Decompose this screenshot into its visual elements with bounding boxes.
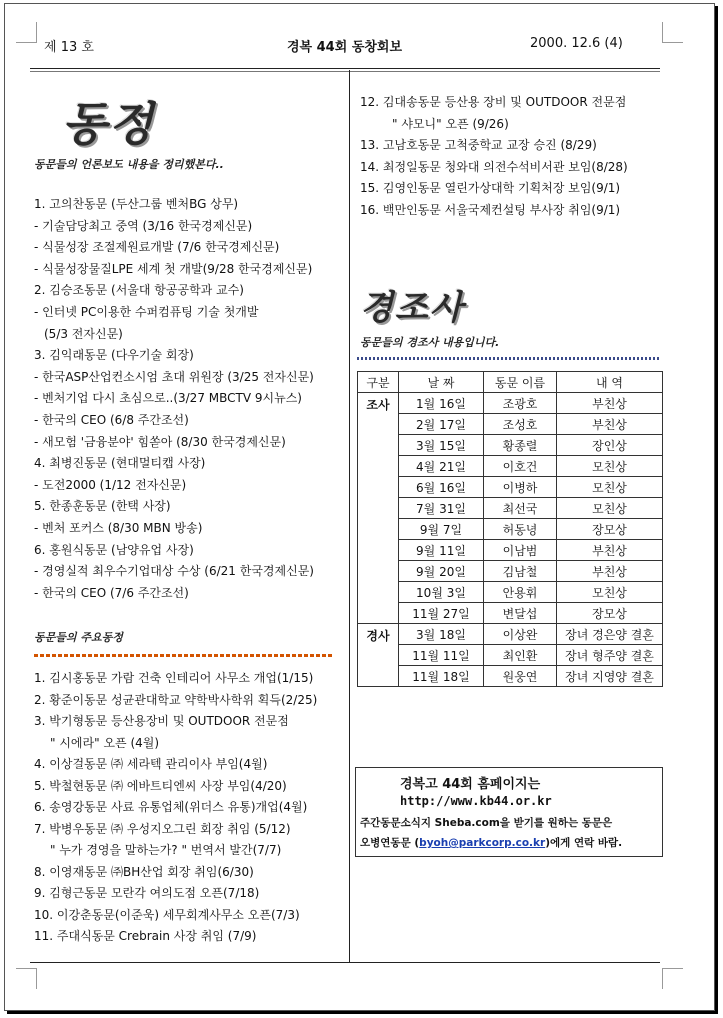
list-item: 16. 백만인동문 서울국제컨설팅 부사장 취임(9/1) — [360, 202, 621, 217]
date-cell: 10월 3일 — [399, 582, 484, 603]
date-cell: 9월 20일 — [399, 561, 484, 582]
crop-mark-top-right — [662, 22, 683, 43]
table-row — [358, 603, 663, 624]
dotted-rule — [357, 357, 659, 360]
detail-cell: 장녀 경은양 결혼 — [557, 624, 663, 645]
list-item: 3. 김익래동문 (다우기술 회장) — [34, 348, 194, 363]
contact-prefix: 오병연동문 ( — [360, 837, 420, 849]
detail-cell: 부친상 — [557, 561, 663, 582]
list-item: - 기술담당최고 중역 (3/16 한국경제신문) — [34, 218, 253, 233]
contact-email-link[interactable]: byoh@parkcorp.co.kr — [419, 837, 546, 849]
name-cell: 최인환 — [484, 645, 557, 666]
list-item: " 시에라" 오픈 (4월) — [50, 735, 160, 750]
header-detail: 내 역 — [557, 372, 663, 393]
table-row — [358, 435, 663, 456]
detail-cell: 부친상 — [557, 414, 663, 435]
footer-rule — [30, 962, 660, 963]
date-cell: 4월 21일 — [399, 456, 484, 477]
crop-mark-bottom-left — [16, 968, 37, 989]
table-row — [358, 414, 663, 435]
name-cell: 허동녕 — [484, 519, 557, 540]
name-cell: 조광호 — [484, 393, 557, 414]
column-divider — [349, 70, 350, 962]
detail-cell: 모친상 — [557, 477, 663, 498]
list-item: " 샤모니" 오픈 (9/26) — [392, 116, 509, 131]
list-item: 4. 최병진동문 (현대멀티캡 사장) — [34, 456, 206, 471]
list-item: - 식물성장물질LPE 세계 첫 개발(9/28 한국경제신문) — [34, 261, 313, 276]
section-title-art: 동정 — [62, 97, 155, 151]
list-item: 13. 고남호동문 고척중학교 교장 승진 (8/29) — [360, 138, 597, 152]
name-cell: 최선국 — [484, 498, 557, 519]
detail-cell: 부친상 — [557, 393, 663, 414]
list-item: 5. 박철현동문 ㈜ 에바트티엔씨 사장 부임(4/20) — [34, 778, 287, 793]
list-item: 4. 이상걸동문 ㈜ 세라텍 관리이사 부임(4월) — [34, 757, 268, 771]
media-subtitle: 동문들의 언론보도 내용을 정리했본다.. — [34, 158, 224, 171]
detail-cell: 장녀 형주양 결혼 — [557, 645, 663, 666]
detail-cell: 장인상 — [557, 435, 663, 456]
events-subtitle: 동문들의 경조사 내용입니다. — [360, 336, 500, 349]
contact-suffix: )에게 연락 바람. — [545, 837, 623, 849]
events-table-header-row — [358, 372, 663, 393]
list-item: 1. 김시홍동문 가람 건축 인테리어 사무소 개업(1/15) — [34, 671, 314, 685]
name-cell: 안용휘 — [484, 582, 557, 603]
table-row — [358, 519, 663, 540]
events-title-art: 경조사 — [360, 288, 465, 328]
table-row — [358, 393, 663, 414]
list-item: 7. 박병우동문 ㈜ 우성지오그린 회장 취임 (5/12) — [34, 821, 291, 836]
detail-cell: 모친상 — [557, 582, 663, 603]
date-cell: 11월 27일 — [399, 603, 484, 624]
homepage-title: 경복고 44회 홈페이지는 — [400, 777, 541, 792]
table-row — [358, 582, 663, 603]
list-item: 11. 주대식동문 Crebrain 사장 취임 (7/9) — [34, 929, 257, 943]
issue-number: 제 13 호 — [44, 40, 94, 55]
list-item: 1. 고의찬동문 (두산그룹 벤처BG 상무) — [34, 197, 239, 211]
news-section-title: 동문들의 주요동정 — [34, 631, 123, 644]
name-cell: 조성호 — [484, 414, 557, 435]
table-row — [358, 540, 663, 561]
newsletter-subscribe-text: 주간동문소식지 Sheba.com을 받기를 원하는 동문은 — [360, 817, 613, 829]
date-cell: 7월 31일 — [399, 498, 484, 519]
name-cell: 이병하 — [484, 477, 557, 498]
date-cell: 11월 18일 — [399, 666, 484, 687]
table-row — [358, 477, 663, 498]
list-item: - 한국의 CEO (7/6 주간조선) — [34, 585, 189, 600]
list-item: - 새모험 '금융분야' 힘쏟아 (8/30 한국경제신문) — [34, 434, 286, 449]
category-cell: 조사 — [358, 393, 399, 624]
table-row — [358, 645, 663, 666]
header-rule-thin — [30, 71, 660, 72]
date-cell: 1월 16일 — [399, 393, 484, 414]
list-item: - 한국의 CEO (6/8 주간조선) — [34, 413, 189, 427]
contact-line — [360, 835, 622, 850]
detail-cell: 장모상 — [557, 519, 663, 540]
name-cell: 이호건 — [484, 456, 557, 477]
crop-mark-top-left — [16, 22, 37, 43]
list-item: - 인터넷 PC이용한 수퍼컴퓨팅 기술 첫개발 — [34, 305, 259, 319]
date-cell: 9월 7일 — [399, 519, 484, 540]
date-cell: 3월 18일 — [399, 624, 484, 645]
detail-cell: 부친상 — [557, 540, 663, 561]
name-cell: 원웅연 — [484, 666, 557, 687]
name-cell: 변달섭 — [484, 603, 557, 624]
list-item: 12. 김대송동문 등산용 장비 및 OUTDOOR 전문점 — [360, 95, 627, 109]
issue-date: 2000. 12.6 (4) — [530, 36, 623, 51]
table-row — [358, 666, 663, 687]
list-item: - 벤처 포커스 (8/30 MBN 방송) — [34, 521, 203, 535]
category-cell: 경사 — [358, 624, 399, 687]
list-item: - 도전2000 (1/12 전자신문) — [34, 477, 187, 492]
list-item: 15. 김영인동문 열린가상대학 기획처장 보임(9/1) — [360, 181, 621, 195]
table-row — [358, 456, 663, 477]
list-item: 2. 김승조동문 (서울대 항공공학과 교수) — [34, 283, 244, 298]
table-row — [358, 624, 663, 645]
list-item: 9. 김형근동문 모란각 여의도점 오픈(7/18) — [34, 886, 260, 900]
name-cell: 김남철 — [484, 561, 557, 582]
crop-mark-bottom-right — [662, 968, 683, 989]
table-row — [358, 561, 663, 582]
detail-cell: 장녀 지영양 결혼 — [557, 666, 663, 687]
detail-cell: 모친상 — [557, 498, 663, 519]
homepage-url[interactable]: http://www.kb44.or.kr — [400, 794, 552, 808]
events-table — [357, 371, 663, 687]
list-item: 5. 한종훈동문 (한택 사장) — [34, 499, 171, 514]
list-item: 10. 이강춘동문(이준욱) 세무회계사무소 오픈(7/3) — [34, 907, 300, 922]
list-item: 14. 최정일동문 청와대 의전수석비서관 보임(8/28) — [360, 159, 628, 174]
detail-cell: 장모상 — [557, 603, 663, 624]
name-cell: 황종렬 — [484, 435, 557, 456]
list-item: 8. 이영재동문 ㈜BH산업 회장 취임(6/30) — [34, 864, 254, 879]
list-item: (5/3 전자신문) — [44, 326, 123, 341]
list-item: 6. 송영강동문 사료 유통업체(위더스 유통)개업(4월) — [34, 800, 308, 814]
date-cell: 9월 11일 — [399, 540, 484, 561]
list-item: 6. 홍원식동문 (남양유업 사장) — [34, 542, 194, 557]
table-row — [358, 498, 663, 519]
header-category: 구분 — [358, 372, 399, 393]
name-cell: 이남범 — [484, 540, 557, 561]
date-cell: 11월 11일 — [399, 645, 484, 666]
date-cell: 6월 16일 — [399, 477, 484, 498]
list-item: " 누가 경영을 말하는가? " 번역서 발간(7/7) — [50, 843, 282, 857]
list-item: - 식물성장 조절제원료개발 (7/6 한국경제신문) — [34, 240, 280, 255]
name-cell: 이상완 — [484, 624, 557, 645]
homepage-info-box — [355, 767, 663, 857]
header-name: 동문 이름 — [484, 372, 557, 393]
newsletter-title: 경복 44회 동창회보 — [287, 40, 403, 55]
list-item: 2. 황준이동문 성균관대학교 약학박사학위 획득(2/25) — [34, 692, 318, 707]
list-item: 3. 박기형동문 등산용장비 및 OUTDOOR 전문점 — [34, 714, 289, 728]
list-item: - 벤처기업 다시 초심으로..(3/27 MBCTV 9시뉴스) — [34, 391, 302, 406]
header-date: 날 짜 — [399, 372, 484, 393]
date-cell: 2월 17일 — [399, 414, 484, 435]
detail-cell: 모친상 — [557, 456, 663, 477]
list-item: - 경영실적 최우수기업대상 수상 (6/21 한국경제신문) — [34, 564, 314, 579]
header-rule — [30, 68, 660, 69]
list-item: - 한국ASP산업컨소시엄 초대 위원장 (3/25 전자신문) — [34, 369, 314, 384]
date-cell: 3월 15일 — [399, 435, 484, 456]
wavy-rule — [34, 654, 334, 657]
